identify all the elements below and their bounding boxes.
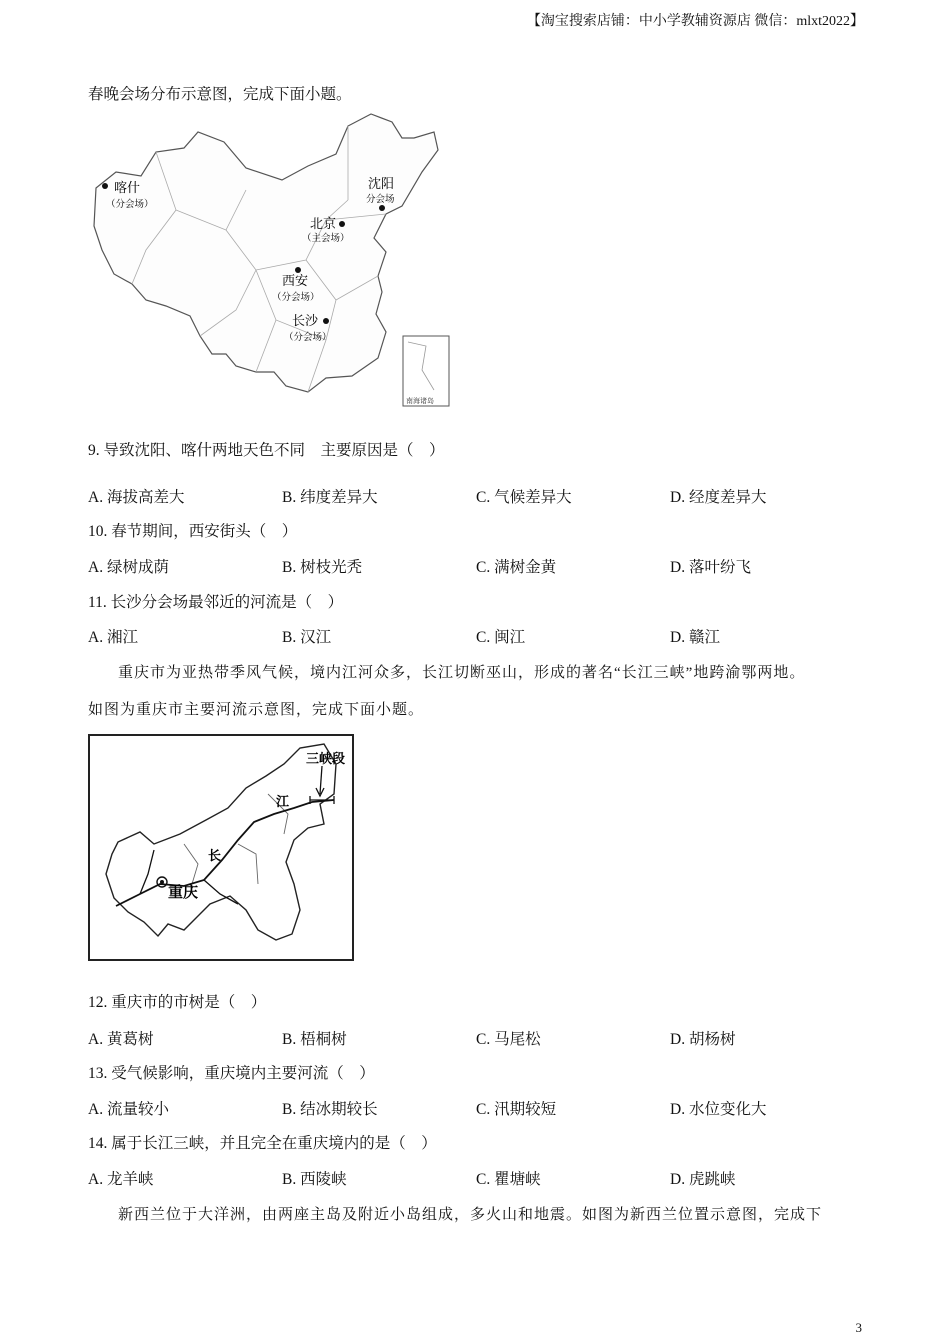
shenyang-dot (379, 205, 385, 211)
q14-option-b: B. 西陵峡 (282, 1171, 347, 1188)
xian-tag: （分会场） (272, 293, 320, 303)
q9-option-b: B. 纬度差异大 (282, 489, 378, 506)
q13-option-d: D. 水位变化大 (670, 1101, 767, 1118)
shenyang-name: 沈阳 (368, 176, 395, 191)
question-12-stem: 12. 重庆市的市树是（ ） (88, 994, 267, 1011)
intro-text-1: 春晚会场分布示意图，完成下面小题。 (88, 86, 352, 103)
kashi-name: 喀什 (114, 180, 141, 195)
q14-option-a: A. 龙羊峡 (88, 1171, 154, 1188)
q12-option-a: A. 黄葛树 (88, 1031, 154, 1048)
changsha-tag: （分会场） (284, 333, 332, 343)
intro-text-2-line-1: 重庆市为亚热带季风气候，境内江河众多，长江切断巫山，形成的著名“长江三峡”地跨渝鄂两地。 (118, 665, 806, 681)
question-13-stem: 13. 受气候影响，重庆境内主要河流（ ） (88, 1065, 375, 1082)
q13-option-a: A. 流量较小 (88, 1101, 169, 1118)
question-11-stem: 11. 长沙分会场最邻近的河流是（ ） (88, 594, 344, 611)
beijing-tag: （主会场） (302, 234, 350, 244)
kashi-dot (102, 183, 108, 189)
beijing-dot (339, 221, 345, 227)
q11-option-d: D. 赣江 (670, 629, 720, 646)
intro-text-2-line-2: 如图为重庆市主要河流示意图，完成下面小题。 (88, 702, 425, 718)
sanxia-label: 三峡段 (306, 751, 346, 766)
q10-option-c: C. 满树金黄 (476, 559, 557, 576)
q12-option-d: D. 胡杨树 (670, 1031, 736, 1048)
q9-option-d: D. 经度差异大 (670, 489, 767, 506)
q10-option-d: D. 落叶纷飞 (670, 559, 751, 576)
q11-option-c: C. 闽江 (476, 629, 526, 646)
question-10-stem: 10. 春节期间，西安街头（ ） (88, 523, 298, 540)
changsha-name: 长沙 (292, 313, 319, 328)
kashi-tag: （分会场） (106, 200, 154, 210)
chongqing-city-label: 重庆 (168, 885, 199, 901)
xian-name: 西安 (282, 273, 309, 288)
beijing-name: 北京 (310, 216, 337, 231)
shenyang-tag: 分会场 (366, 195, 395, 205)
q9-option-a: A. 海拔高差大 (88, 489, 185, 506)
chang-label: 长 (208, 848, 222, 863)
changsha-dot (323, 318, 329, 324)
q12-option-c: C. 马尾松 (476, 1031, 541, 1048)
page-header: 【淘宝搜索店铺：中小学教辅资源店 微信：mlxt2022】 (526, 14, 864, 29)
jiang-label: 江 (276, 794, 290, 809)
q9-option-c: C. 气候差异大 (476, 489, 572, 506)
q12-option-b: B. 梧桐树 (282, 1031, 347, 1048)
inset-label: 南海诸岛 (406, 397, 434, 405)
q14-option-c: C. 瞿塘峡 (476, 1171, 541, 1188)
q10-option-b: B. 树枝光秃 (282, 559, 363, 576)
q11-option-b: B. 汉江 (282, 629, 332, 646)
chongqing-river-map (88, 734, 355, 962)
intro-text-3: 新西兰位于大洋洲，由两座主岛及附近小岛组成，多火山和地震。如图为新西兰位置示意图，完成下 (118, 1207, 823, 1223)
page-number: 3 (855, 1320, 862, 1335)
q13-option-b: B. 结冰期较长 (282, 1101, 378, 1118)
q13-option-c: C. 汛期较短 (476, 1101, 557, 1118)
q10-option-a: A. 绿树成荫 (88, 559, 169, 576)
question-9-stem: 9. 导致沈阳、喀什两地天色不同 主要原因是（ ） (88, 442, 445, 459)
china-outline (94, 114, 438, 392)
china-venue-map (86, 110, 452, 410)
q14-option-d: D. 虎跳峡 (670, 1171, 736, 1188)
q11-option-a: A. 湘江 (88, 629, 138, 646)
question-14-stem: 14. 属于长江三峡，并且完全在重庆境内的是（ ） (88, 1135, 437, 1152)
